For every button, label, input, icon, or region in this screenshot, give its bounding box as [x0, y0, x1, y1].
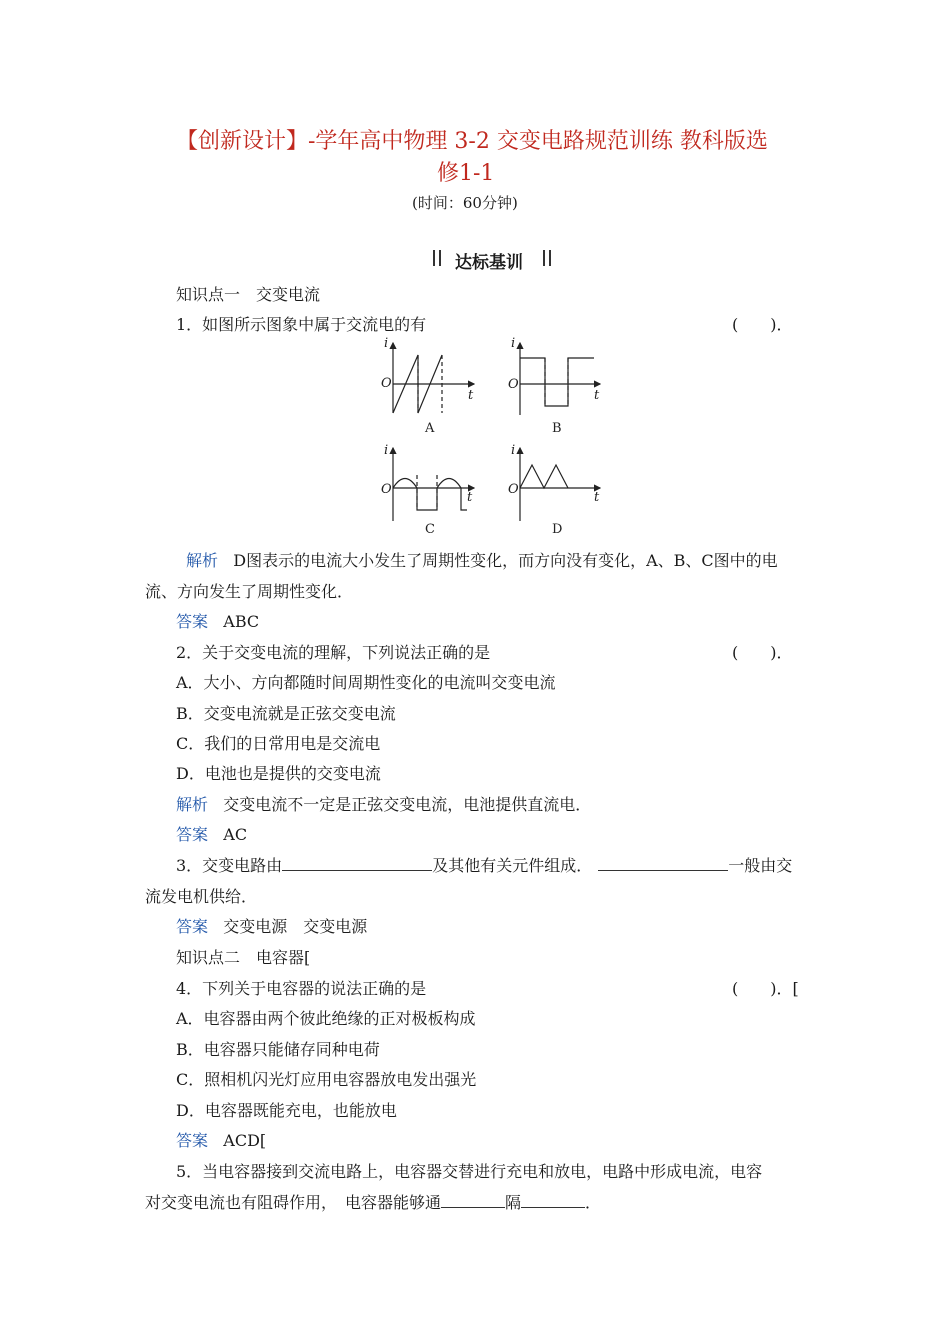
q2-answer — [176, 822, 247, 845]
q1-answer-value: ABC — [223, 612, 260, 631]
section-header: 达标基训 — [455, 253, 523, 273]
graph-a — [393, 343, 474, 413]
graph-c-origin: O — [381, 482, 392, 497]
header-bar-left — [433, 250, 441, 266]
graph-c-label: C — [425, 522, 435, 537]
q4-option-d: D．电容器既能充电，也能放电 — [176, 1101, 397, 1120]
knowledge-point-2: 知识点二 电容器[ — [176, 948, 311, 967]
q4-option-b: B．电容器只能储存同种电荷 — [176, 1040, 380, 1059]
q3-answer-tag: 答案 — [176, 917, 209, 936]
graph-d — [520, 448, 600, 521]
q2-analysis — [176, 792, 591, 815]
q5-part-b: 隔 — [505, 1193, 522, 1212]
graph-c-axis-i: i — [384, 443, 389, 458]
graph-b-axis-t: t — [594, 388, 600, 403]
q3-line-2: 流发电机供给． — [145, 887, 258, 906]
q5-blank-1[interactable] — [441, 1193, 505, 1208]
title-line-1: 【创新设计】-学年高中物理 3-2 交变电路规范训练 教科版选 — [176, 129, 768, 154]
q3-part-2: 及其他有关元件组成． — [432, 856, 593, 875]
q4-answer — [176, 1128, 266, 1151]
graph-d-axis-i: i — [511, 443, 516, 458]
graph-a-axis-t: t — [468, 388, 474, 403]
q1-paren: ( )． — [732, 315, 793, 334]
q3-part-1: 3．交变电路由 — [176, 856, 283, 875]
graph-a-label: A — [425, 421, 435, 436]
graph-b-label: B — [552, 421, 562, 436]
q5-part-a: 对交变电流也有阻碍作用， 电容器能够通 — [145, 1193, 442, 1212]
q3-line-1 — [176, 853, 792, 876]
q3-blank-2[interactable] — [598, 856, 728, 871]
q2-option-b: B．交变电流就是正弦交变电流 — [176, 704, 396, 723]
q5-part-c: ． — [585, 1193, 602, 1212]
graph-b — [520, 343, 600, 415]
q4-stem: 4．下列关于电容器的说法正确的是 — [176, 979, 427, 998]
q5-line-1: 5．当电容器接到交流电路上，电容器交替进行充电和放电，电路中形成电流，电容 — [176, 1162, 763, 1181]
q2-option-d: D．电池也是提供的交变电流 — [176, 764, 381, 783]
q3-answer — [176, 914, 367, 937]
graph-d-label: D — [552, 522, 563, 537]
q2-option-c: C．我们的日常用电是交流电 — [176, 734, 381, 753]
q2-answer-value: AC — [223, 825, 248, 844]
q4-answer-tag: 答案 — [176, 1131, 209, 1150]
graph-b-origin: O — [508, 377, 519, 392]
graph-c — [393, 448, 474, 521]
graph-a-origin: O — [381, 376, 392, 391]
q2-answer-tag: 答案 — [176, 825, 209, 844]
q4-option-c: C．照相机闪光灯应用电容器放电发出强光 — [176, 1070, 477, 1089]
q1-analysis-text: D图表示的电流大小发生了周期性变化，而方向没有变化，A、B、C图中的电 — [233, 551, 778, 570]
q2-stem: 2．关于交变电流的理解，下列说法正确的是 — [176, 643, 491, 662]
graph-c-axis-t: t — [467, 490, 473, 505]
q4-answer-value: ACD[ — [223, 1131, 267, 1150]
q1-answer — [176, 609, 259, 632]
graph-d-axis-t: t — [594, 490, 600, 505]
q3-answer-value: 交变电源 交变电源 — [223, 917, 368, 936]
title-line-2: 修1-1 — [437, 161, 495, 186]
q4-option-a: A．电容器由两个彼此绝缘的正对极板构成 — [176, 1009, 476, 1028]
q1-analysis-tag: 解析 — [186, 551, 219, 570]
q3-blank-1[interactable] — [282, 856, 432, 871]
q5-blank-2[interactable] — [521, 1193, 585, 1208]
graph-b-axis-i: i — [511, 336, 516, 351]
q5-line-2 — [145, 1190, 601, 1213]
q3-part-3: 一般由交 — [728, 856, 793, 875]
header-bar-right — [543, 250, 551, 266]
q2-analysis-text: 交变电流不一定是正弦交变电流，电池提供直流电． — [223, 795, 592, 814]
q2-option-a: A．大小、方向都随时间周期性变化的电流叫交变电流 — [176, 673, 556, 692]
q2-paren: ( )． — [732, 643, 793, 662]
q4-paren: ( )．[ — [732, 979, 799, 998]
graph-a-axis-i: i — [384, 336, 389, 351]
q1-analysis-line-2: 流、方向发生了周期性变化． — [145, 582, 354, 601]
time-note: (时间：60分钟) — [412, 194, 518, 212]
q2-analysis-tag: 解析 — [176, 795, 209, 814]
current-graphs-figure — [370, 335, 620, 540]
q1-analysis-line-1 — [186, 548, 778, 571]
graph-d-origin: O — [508, 482, 519, 497]
q1-stem: 1．如图所示图象中属于交流电的有 — [176, 315, 427, 334]
knowledge-point-1: 知识点一 交变电流 — [176, 285, 321, 304]
q1-answer-tag: 答案 — [176, 612, 209, 631]
